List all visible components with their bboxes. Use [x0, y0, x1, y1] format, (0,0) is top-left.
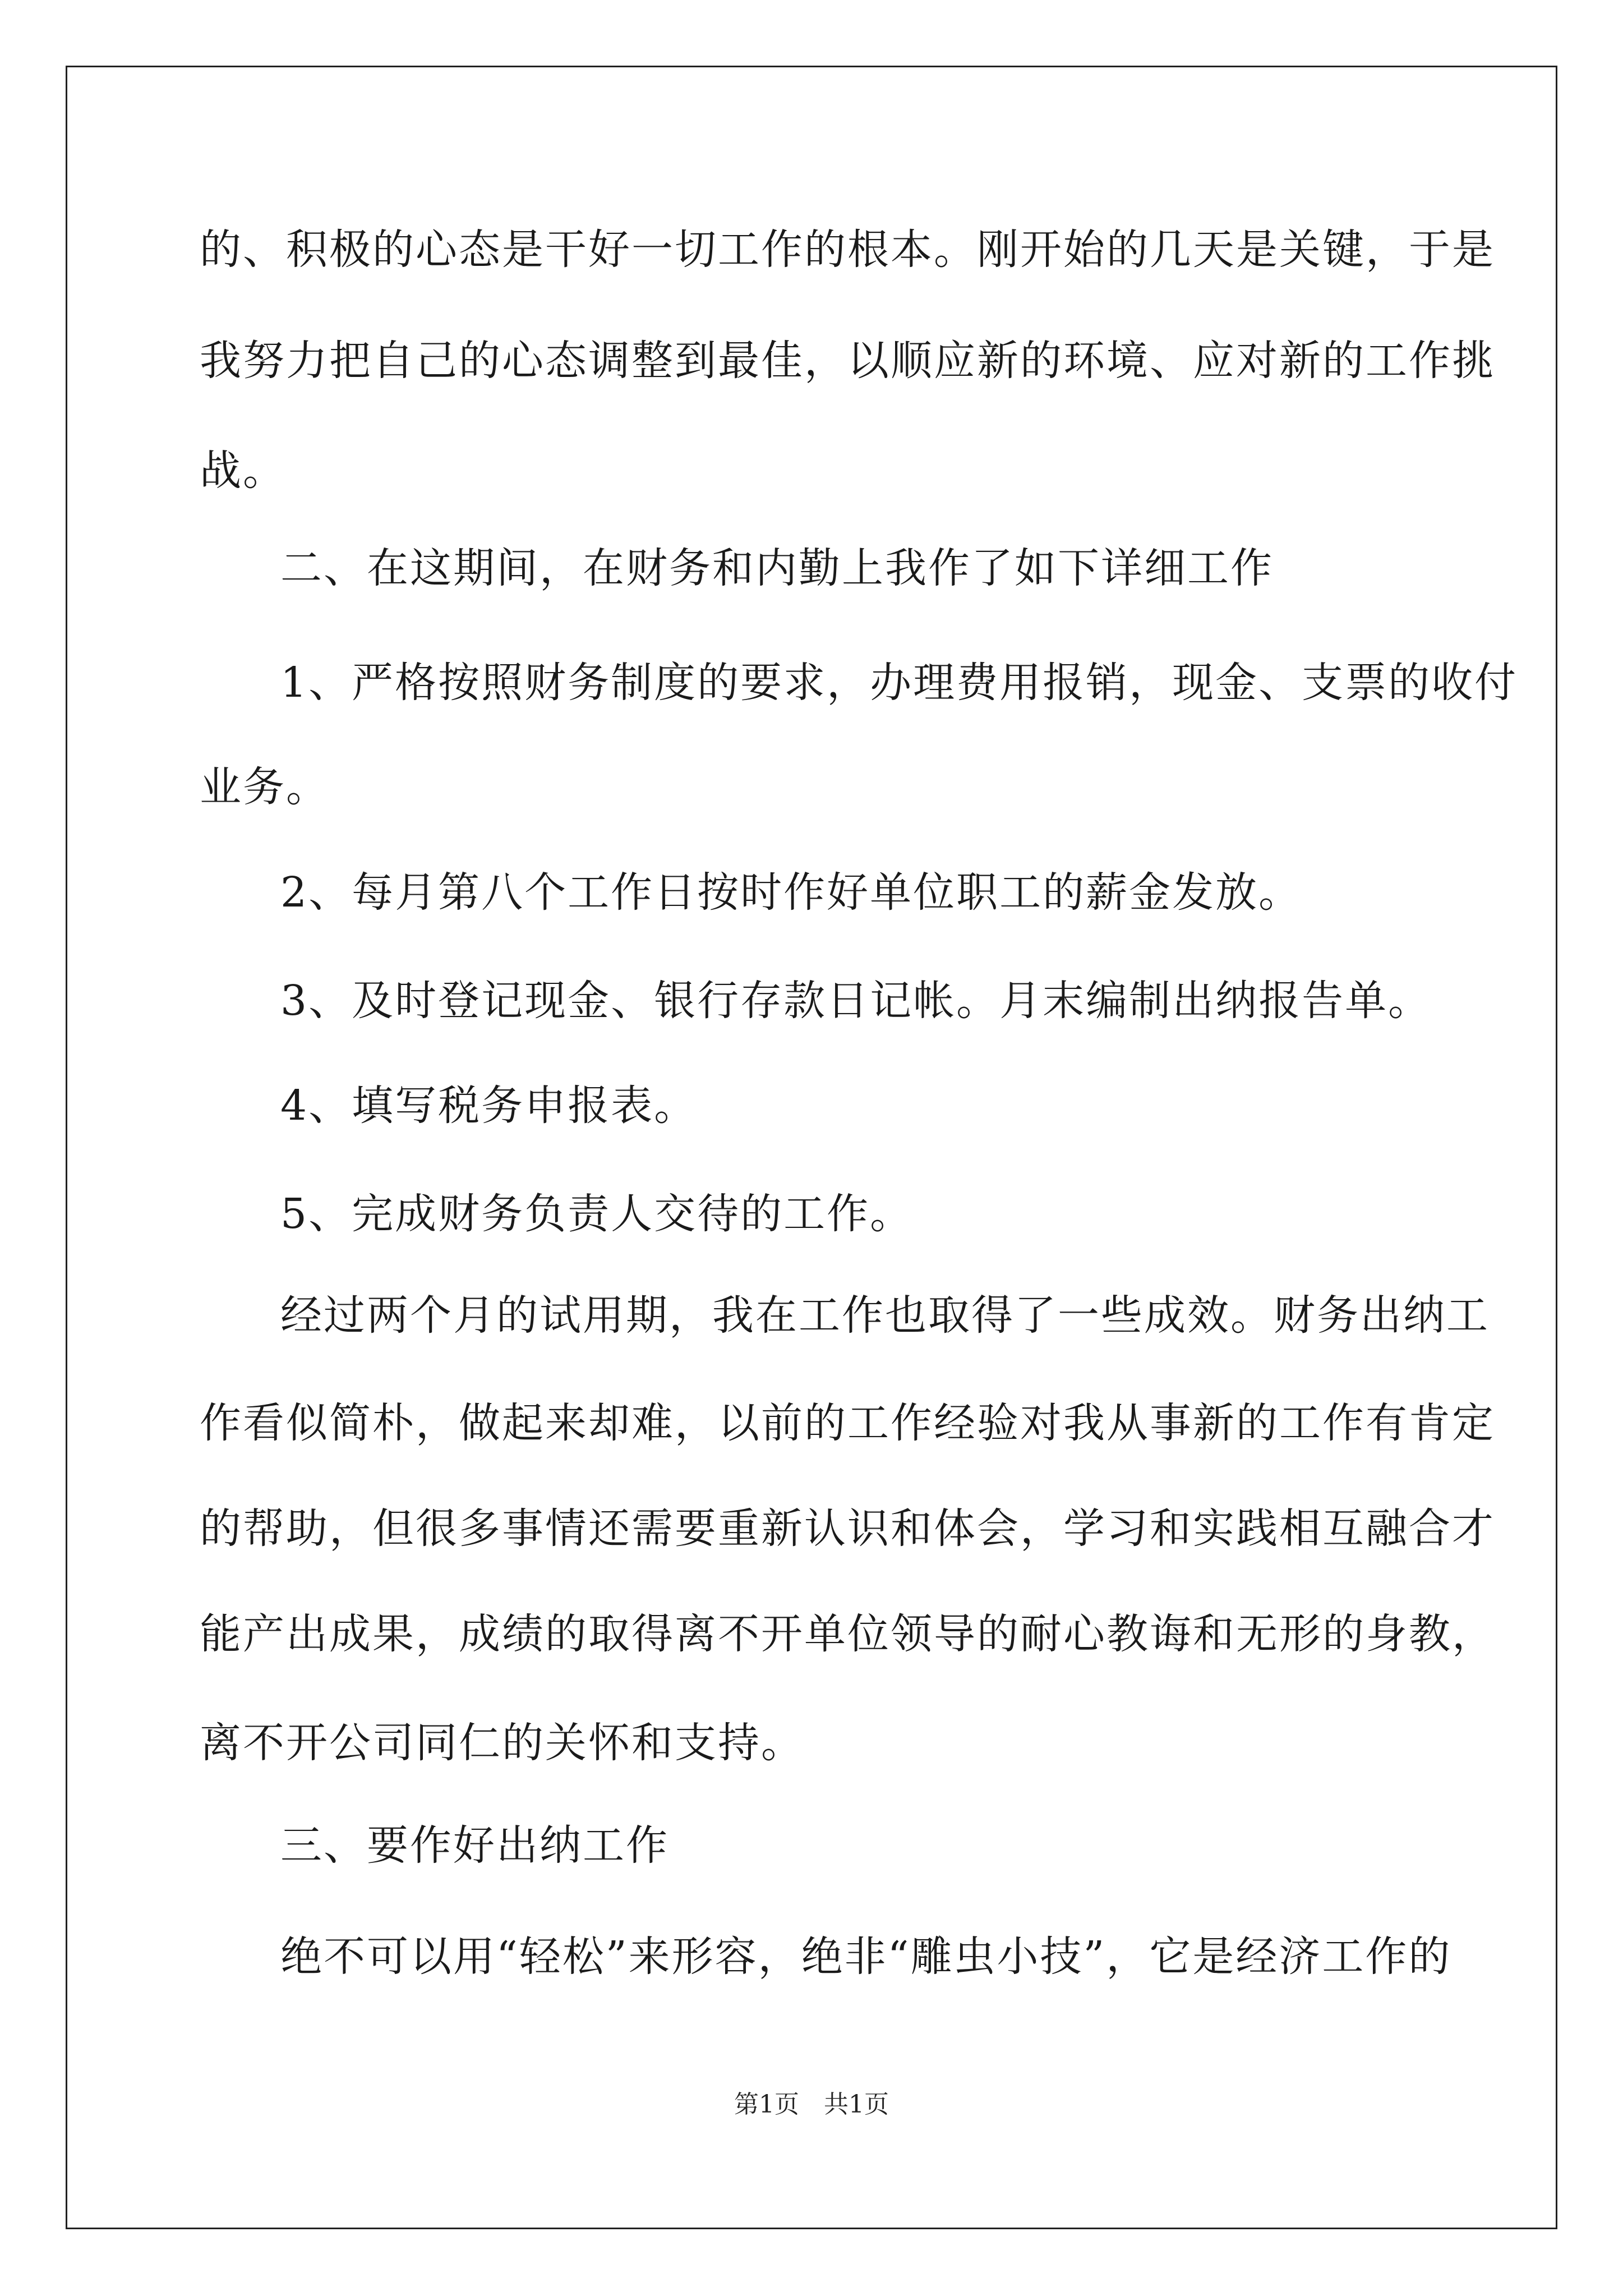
- page-border: [66, 66, 1557, 2229]
- text-line: 经过两个月的试用期，我在工作也取得了一些成效。财务出纳工: [280, 1291, 1490, 1340]
- list-item: 5、完成财务负责人交待的工作。: [280, 1190, 914, 1238]
- text-line: 作看似简朴，做起来却难，以前的工作经验对我从事新的工作有肯定: [200, 1399, 1495, 1447]
- page-number: 第1页 共1页: [734, 2090, 889, 2119]
- text-line: 业务。: [200, 763, 329, 811]
- text-line: 的帮助，但很多事情还需要重新认识和体会，学习和实践相互融合才: [200, 1504, 1495, 1553]
- text-line: 离不开公司同仁的关怀和支持。: [200, 1719, 804, 1767]
- text-line: 我努力把自己的心态调整到最佳，以顺应新的环境、应对新的工作挑: [200, 337, 1495, 385]
- list-item: 2、每月第八个工作日按时作好单位职工的薪金发放。: [280, 868, 1302, 917]
- section-heading: 二、在这期间，在财务和内勤上我作了如下详细工作: [280, 544, 1274, 592]
- list-item: 3、及时登记现金、银行存款日记帐。月末编制出纳报告单。: [280, 977, 1432, 1025]
- list-item: 1、严格按照财务制度的要求，办理费用报销，现金、支票的收付: [280, 659, 1518, 707]
- text-line: 能产出成果，成绩的取得离不开单位领导的耐心教诲和无形的身教，: [200, 1610, 1495, 1658]
- section-heading: 三、要作好出纳工作: [280, 1821, 669, 1870]
- text-line: 的、积极的心态是干好一切工作的根本。刚开始的几天是关键，于是: [200, 226, 1495, 274]
- text-line: 绝不可以用“轻松”来形容，绝非“雕虫小技”，它是经济工作的: [280, 1932, 1452, 1981]
- list-item: 4、填写税务申报表。: [280, 1082, 698, 1130]
- text-line: 战。: [200, 447, 286, 495]
